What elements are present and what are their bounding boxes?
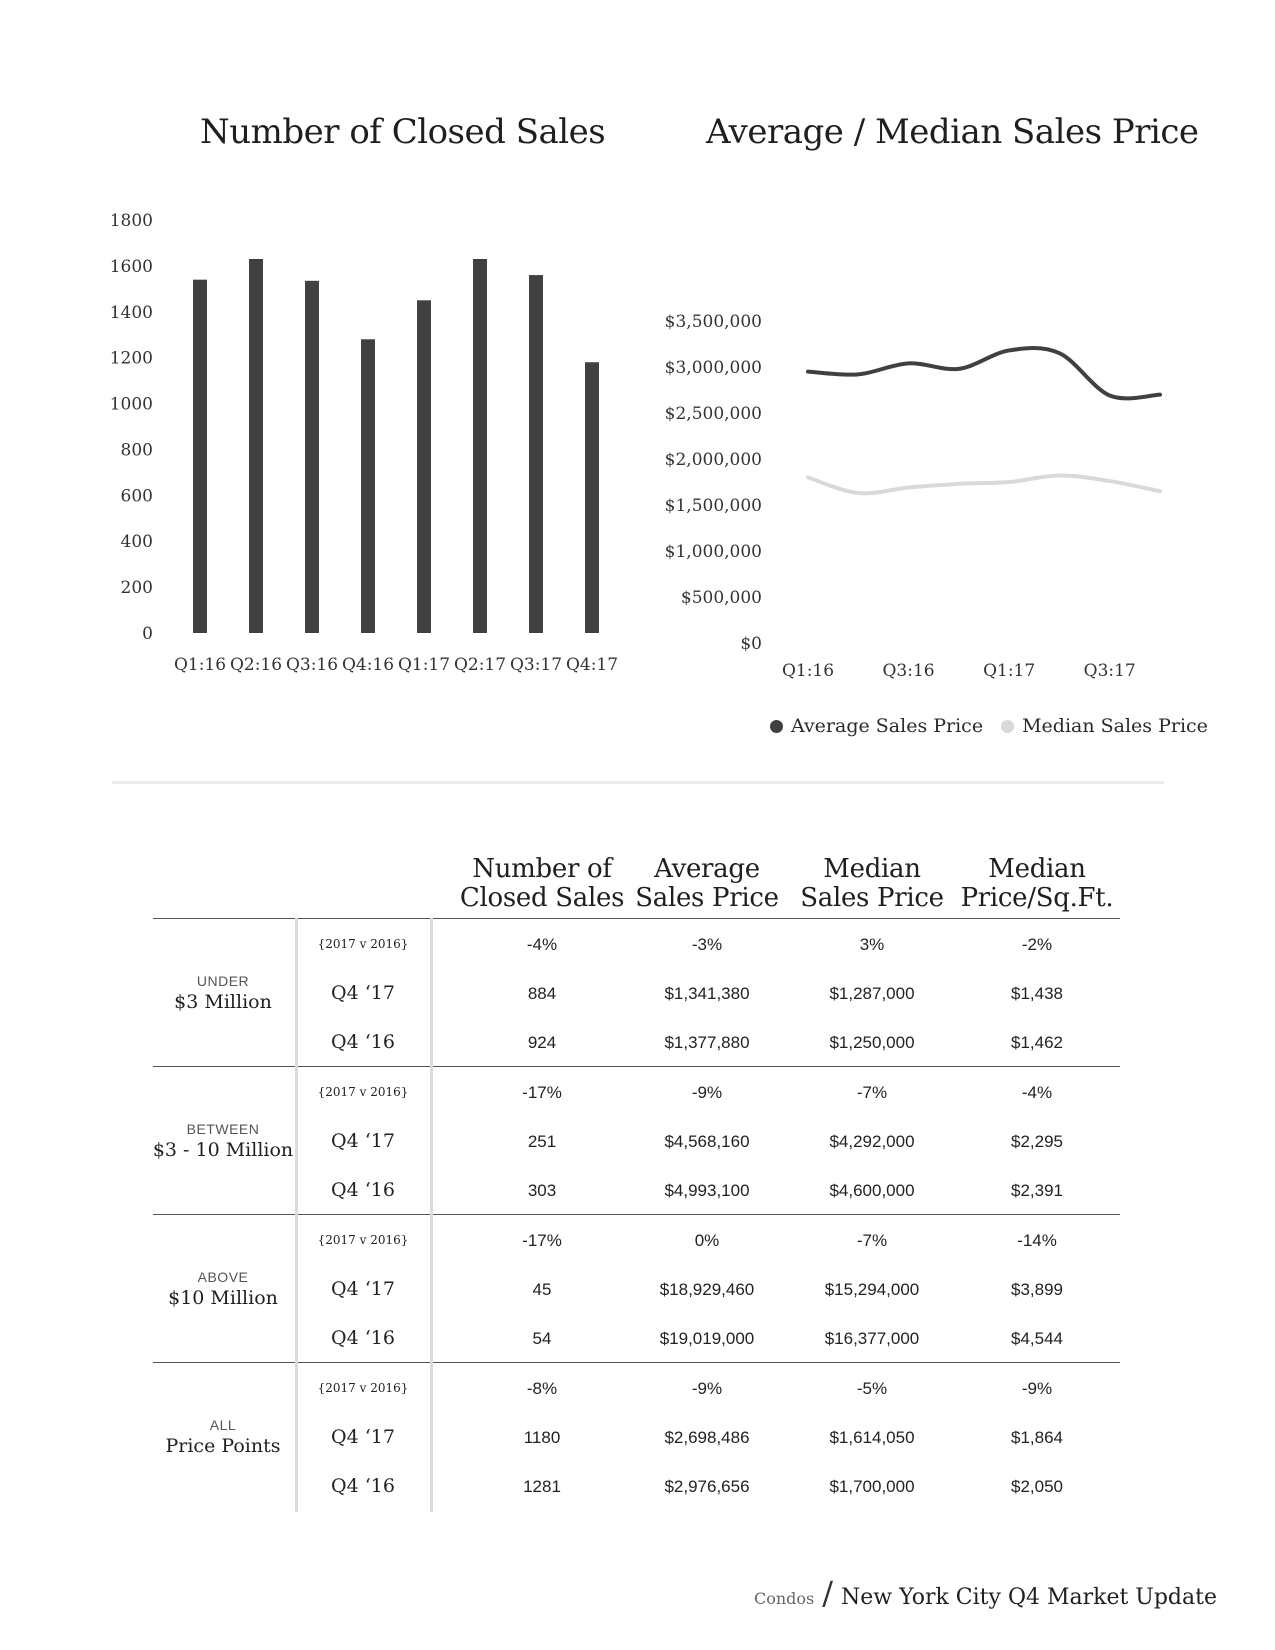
y-tick-label: 400 [120, 532, 153, 553]
y-tick-label: 1200 [109, 348, 153, 369]
legend-item-average [770, 715, 983, 737]
x-tick-label: Q3:16 [285, 655, 339, 675]
x-tick-label: Q1:16 [173, 655, 227, 675]
col-head-line: Median [988, 854, 1086, 884]
table-cell: $2,391 [1011, 1181, 1063, 1200]
col-head-line: Number of [472, 854, 612, 884]
row-label: Q4 ‘17 [331, 1278, 395, 1300]
y-tick-label: $500,000 [680, 588, 762, 608]
y-tick-label: $3,500,000 [664, 312, 762, 332]
table-cell: $4,993,100 [664, 1181, 750, 1200]
table-row [153, 1018, 1120, 1067]
section-divider [112, 781, 1164, 784]
row-label: Q4 ‘17 [331, 982, 395, 1004]
x-tick-label: Q1:16 [781, 661, 835, 681]
table-cell: -17% [522, 1231, 562, 1250]
table-row [153, 1462, 1120, 1511]
col-head-line: Sales Price [635, 883, 779, 913]
row-label: Q4 ‘16 [331, 1179, 395, 1201]
table-cell: -3% [691, 935, 723, 954]
price-range-qualifier: ABOVE [197, 1269, 249, 1285]
table-row [153, 1364, 1120, 1413]
table-row [153, 1117, 1120, 1166]
table-cell: $1,250,000 [829, 1033, 915, 1052]
table-cell: 1180 [523, 1428, 561, 1447]
bar [529, 275, 543, 633]
table-cell: 3% [859, 935, 885, 954]
x-tick-label: Q3:16 [882, 661, 935, 681]
price-range-amount: $3 - 10 Million [152, 1139, 294, 1161]
bar [249, 259, 263, 633]
table-row [153, 1216, 1120, 1265]
price-range-amount: $3 Million [174, 991, 272, 1013]
footer-category: Condos [753, 1589, 815, 1608]
footer-title: New York City Q4 Market Update [841, 1585, 1217, 1610]
table-row [153, 969, 1120, 1018]
price-range-qualifier: ALL [209, 1417, 237, 1433]
price-range-qualifier: BETWEEN [186, 1121, 260, 1137]
table-group [153, 918, 1120, 1067]
x-tick-label: Q4:16 [341, 655, 395, 675]
x-tick-label: Q2:17 [453, 655, 507, 675]
row-label: {2017 v 2016} [317, 1381, 409, 1395]
col-head-line: Average [654, 854, 760, 884]
table-cell: $15,294,000 [824, 1280, 920, 1299]
table-cell: -5% [856, 1379, 888, 1398]
line-chart-title: Average / Median Sales Price [706, 112, 1199, 152]
table-group [153, 1066, 1120, 1215]
table-row [153, 920, 1120, 969]
table-cell: $2,050 [1011, 1477, 1063, 1496]
table-group [153, 1362, 1120, 1511]
legend-label-median: Median Sales Price [1022, 715, 1208, 737]
col-head-line: Price/Sq.Ft. [960, 883, 1114, 913]
bar [473, 259, 487, 633]
y-tick-label: $2,000,000 [664, 450, 762, 470]
table-cell: $2,698,486 [664, 1428, 750, 1447]
x-tick-label: Q3:17 [509, 655, 563, 675]
price-range-amount: Price Points [165, 1435, 281, 1457]
table-row [153, 1314, 1120, 1363]
closed-sales-bar-chart [0, 0, 640, 700]
table-divider-left [295, 918, 298, 1512]
row-label: {2017 v 2016} [317, 1085, 409, 1099]
bar [361, 339, 375, 633]
y-tick-label: 1800 [109, 211, 153, 231]
table-row [153, 1068, 1120, 1117]
table-cell: -8% [526, 1379, 558, 1398]
col-head-line: Closed Sales [459, 883, 625, 913]
table-cell: $1,377,880 [664, 1033, 750, 1052]
x-tick-label: Q1:17 [983, 661, 1036, 681]
x-tick-label: Q1:17 [397, 655, 451, 675]
x-tick-label: Q3:17 [1083, 661, 1136, 681]
col-head-closed-sales [457, 855, 627, 913]
average-price-line [808, 348, 1160, 398]
table-cell: 251 [527, 1132, 557, 1151]
table-row [153, 1265, 1120, 1314]
table-cell: 884 [527, 984, 557, 1003]
bar [417, 300, 431, 633]
row-label: Q4 ‘17 [331, 1426, 395, 1448]
row-label: {2017 v 2016} [317, 937, 409, 951]
page-footer [754, 1574, 1217, 1612]
table-cell: -9% [691, 1083, 723, 1102]
table-cell: $1,700,000 [829, 1477, 915, 1496]
line-chart-legend [770, 715, 1226, 737]
median-price-line [808, 476, 1160, 494]
legend-item-median [1001, 715, 1208, 737]
median-dot-icon [1001, 720, 1014, 733]
table-cell: $1,614,050 [829, 1428, 915, 1447]
table-cell: -9% [691, 1379, 723, 1398]
bar [305, 281, 319, 633]
table-cell: $4,544 [1011, 1329, 1063, 1348]
table-row [153, 1166, 1120, 1215]
table-cell: $2,976,656 [664, 1477, 750, 1496]
footer-slash: / [822, 1574, 834, 1612]
row-label: Q4 ‘16 [331, 1475, 395, 1497]
col-head-line: Median [823, 854, 921, 884]
table-divider-right [430, 918, 433, 1512]
table-row [153, 1413, 1120, 1462]
table-cell: $4,568,160 [664, 1132, 750, 1151]
table-cell: $1,341,380 [664, 984, 750, 1003]
table-cell: 1281 [523, 1477, 561, 1496]
y-tick-label: $0 [740, 634, 762, 654]
table-cell: -7% [856, 1231, 888, 1250]
price-range-qualifier: UNDER [196, 973, 250, 989]
price-range-amount: $10 Million [168, 1287, 278, 1309]
table-cell: -7% [856, 1083, 888, 1102]
bar [585, 362, 599, 633]
x-tick-label: Q4:17 [565, 655, 619, 675]
average-dot-icon [770, 720, 783, 733]
table-cell: 45 [532, 1280, 552, 1299]
table-cell: $4,600,000 [829, 1181, 915, 1200]
col-head-average-price [622, 855, 792, 913]
legend-label-average: Average Sales Price [791, 715, 984, 737]
col-head-median-price [787, 855, 957, 913]
table-cell: -9% [1021, 1379, 1053, 1398]
table-cell: $1,462 [1011, 1033, 1063, 1052]
table-cell: $1,864 [1011, 1428, 1063, 1447]
table-cell: $1,438 [1011, 984, 1063, 1003]
table-cell: $19,019,000 [659, 1329, 755, 1348]
x-tick-label: Q2:16 [229, 655, 283, 675]
bar [193, 280, 207, 633]
table-group [153, 1214, 1120, 1363]
y-tick-label: 800 [120, 440, 153, 461]
table-cell: 54 [532, 1329, 552, 1348]
table-cell: 0% [694, 1231, 720, 1250]
y-tick-label: $1,500,000 [664, 496, 762, 516]
col-head-median-ppsf [952, 855, 1122, 913]
row-label: Q4 ‘16 [331, 1327, 395, 1349]
row-label: Q4 ‘17 [331, 1130, 395, 1152]
table-cell: $2,295 [1011, 1132, 1063, 1151]
y-tick-label: 1000 [109, 394, 153, 415]
table-cell: -4% [526, 935, 558, 954]
row-label: Q4 ‘16 [331, 1031, 395, 1053]
table-cell: $1,287,000 [829, 984, 915, 1003]
y-tick-label: 1400 [109, 302, 153, 323]
table-cell: $18,929,460 [659, 1280, 755, 1299]
table-cell: -4% [1021, 1083, 1053, 1102]
table-cell: 924 [527, 1033, 557, 1052]
y-tick-label: 1600 [109, 256, 153, 277]
table-cell: -14% [1017, 1231, 1057, 1250]
table-cell: -2% [1021, 935, 1053, 954]
table-cell: $4,292,000 [829, 1132, 915, 1151]
table-cell: $3,899 [1011, 1280, 1063, 1299]
y-tick-label: $2,500,000 [664, 404, 762, 424]
sales-price-line-chart [640, 0, 1275, 700]
row-label: {2017 v 2016} [317, 1233, 409, 1247]
table-cell: $16,377,000 [824, 1329, 920, 1348]
y-tick-label: $1,000,000 [664, 542, 762, 562]
y-tick-label: 200 [120, 578, 153, 599]
y-tick-label: $3,000,000 [664, 358, 762, 378]
y-tick-label: 0 [142, 624, 153, 644]
y-tick-label: 600 [120, 486, 153, 507]
table-cell: -17% [522, 1083, 562, 1102]
col-head-line: Sales Price [800, 883, 944, 913]
table-cell: 303 [527, 1181, 557, 1200]
bar-chart-title: Number of Closed Sales [200, 112, 606, 152]
